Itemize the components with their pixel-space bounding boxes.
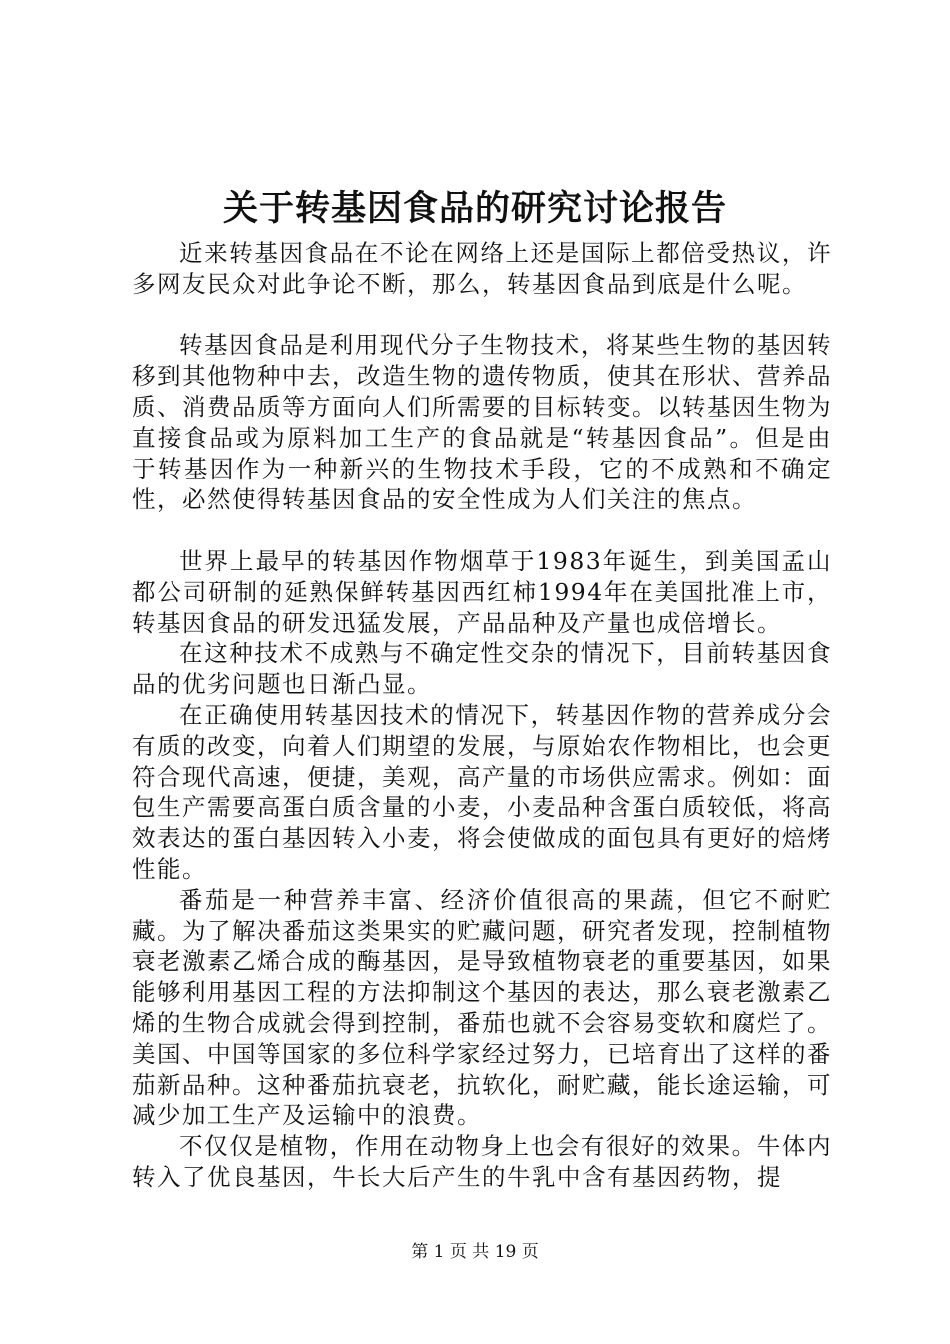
paragraph-issues: 在这种技术不成熟与不确定性交杂的情况下，目前转基因食品的优劣问题也日渐凸显。 xyxy=(132,639,832,699)
paragraph-benefits: 在正确使用转基因技术的情况下，转基因作物的营养成分会有质的改变，向着人们期望的发展，与原始农作物相比，也会更符合现代高速，便捷，美观，高产量的市场供应需求。例如：面包生产需要高蛋白质含量的小麦，小麦品种含蛋白质较低，将高效表达的蛋白基因转入小麦，将会使做成的面包具有更好的焙烤性能。 xyxy=(132,700,832,883)
paragraph-definition: 转基因食品是利用现代分子生物技术，将某些生物的基因转移到其他物种中去，改造生物的遗传物质，使其在形状、营养品质、消费品质等方面向人们所需要的目标转变。以转基因生物为直接食品或为原料加工生产的食品就是“转基因食品”。但是由于转基因作为一种新兴的生物技术手段，它的不成熟和不确定性，必然使得转基因食品的安全性成为人们关注的焦点。 xyxy=(132,331,832,514)
paragraph-intro: 近来转基因食品在不论在网络上还是国际上都倍受热议，许多网友民众对此争论不断，那么，转基因食品到底是什么呢。 xyxy=(132,239,832,298)
paragraph-spacer xyxy=(132,300,832,331)
document-body xyxy=(132,238,832,1193)
paragraph-history: 世界上最早的转基因作物烟草于1983年诞生，到美国孟山都公司研制的延熟保鲜转基因西红柿1994年在美国批准上市，转基因食品的研发迅猛发展，产品品种及产量也成倍增长。 xyxy=(132,546,832,637)
page-footer: 第 1 页 共 19 页 xyxy=(411,1242,539,1262)
paragraph-spacer xyxy=(132,515,832,546)
document-title: 关于转基因食品的研究讨论报告 xyxy=(222,188,727,229)
paragraph-animals: 不仅仅是植物，作用在动物身上也会有很好的效果。牛体内转入了优良基因，牛长大后产生的牛乳中含有基因药物，提 xyxy=(132,1132,832,1191)
paragraph-tomato: 番茄是一种营养丰富、经济价值很高的果蔬，但它不耐贮藏。为了解决番茄这类果实的贮藏问题，研究者发现，控制植物衰老激素乙烯合成的酶基因，是导致植物衰老的重要基因，如果能够利用基因工程的方法抑制这个基因的表达，那么衰老激素乙烯的生物合成就会得到控制，番茄也就不会容易变软和腐烂了。美国、中国等国家的多位科学家经过努力，已培育出了这样的番茄新品种。这种番茄抗衰老，抗软化，耐贮藏，能长途运输，可减少加工生产及运输中的浪费。 xyxy=(132,885,832,1130)
